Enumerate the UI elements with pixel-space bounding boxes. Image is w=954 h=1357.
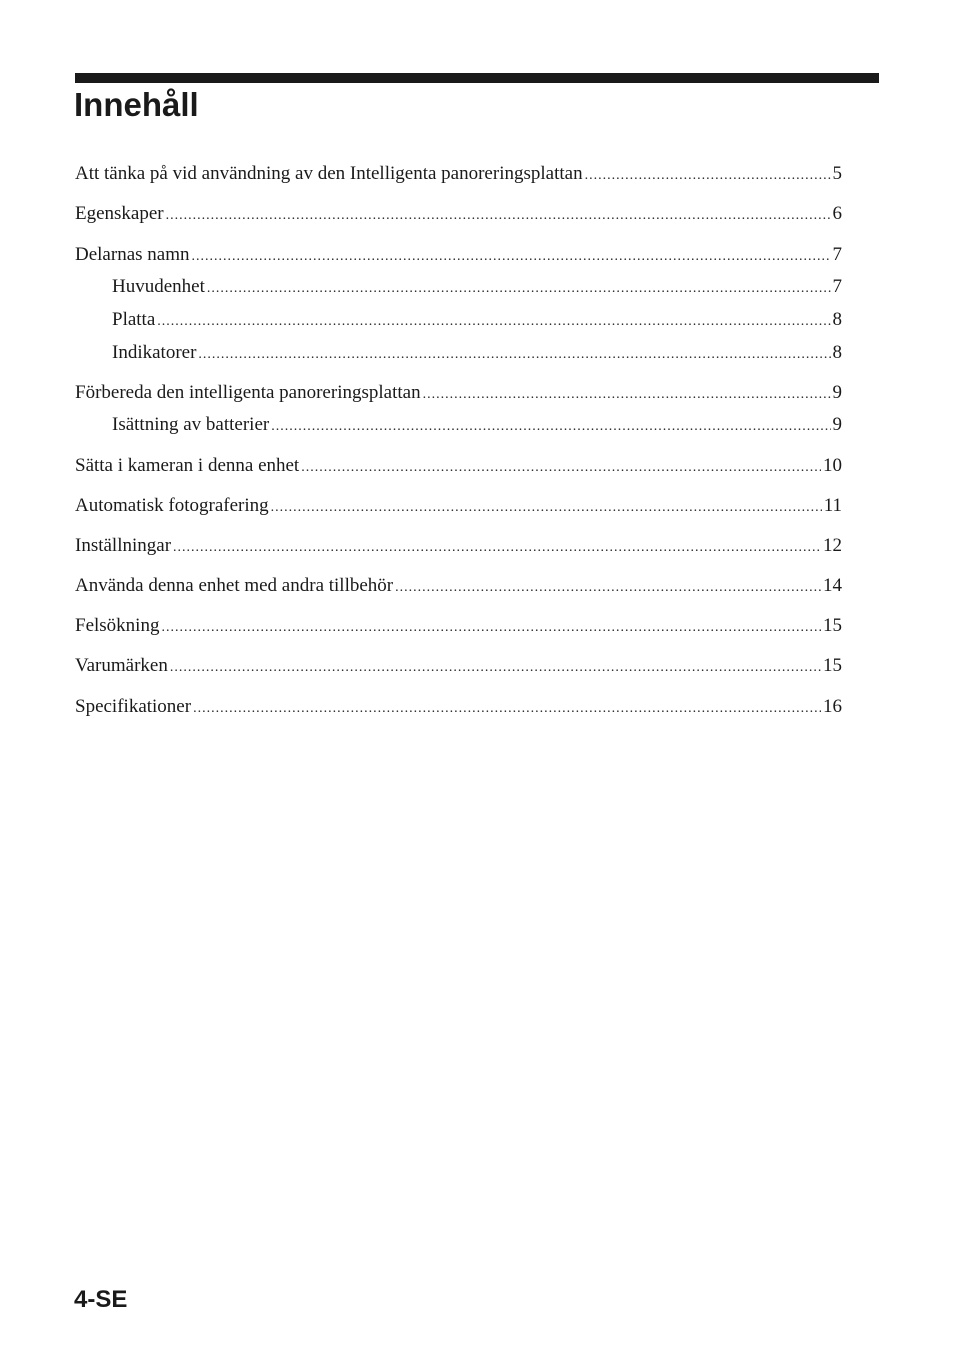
toc-entry-page: 15 <box>823 615 842 636</box>
toc-entry-label: Varumärken <box>75 655 168 676</box>
toc-entry-page: 15 <box>823 655 842 676</box>
toc-dot-leader <box>271 496 822 520</box>
toc-entry-precautions[interactable] <box>75 162 842 186</box>
toc-entry-page: 5 <box>832 163 842 184</box>
toc-entry-batteries[interactable] <box>112 413 842 437</box>
toc-entry-page: 6 <box>832 203 842 224</box>
toc-entry-mounting-camera[interactable] <box>75 454 842 478</box>
toc-dot-leader <box>198 343 830 367</box>
toc-dot-leader <box>161 616 821 640</box>
toc-entry-page: 14 <box>823 575 842 596</box>
toc-dot-leader <box>173 536 821 560</box>
toc-entry-page: 16 <box>823 696 842 717</box>
toc-entry-page: 10 <box>823 455 842 476</box>
toc-entry-label: Inställningar <box>75 535 172 556</box>
toc-entry-label: Felsökning <box>75 615 160 636</box>
toc-dot-leader <box>207 277 831 301</box>
toc-entry-specifications[interactable] <box>75 695 842 719</box>
toc-entry-settings[interactable] <box>75 534 842 558</box>
toc-entry-label: Indikatorer <box>112 342 197 363</box>
toc-entry-label: Egenskaper <box>75 203 164 224</box>
toc-entry-page: 9 <box>832 414 842 435</box>
toc-entry-page: 7 <box>832 276 842 297</box>
page-title: Innehåll <box>74 86 199 123</box>
page-number: 4-SE <box>74 1286 128 1313</box>
toc-entry-page: 12 <box>823 535 842 556</box>
toc-entry-label: Delarnas namn <box>75 244 190 265</box>
toc-entry-page: 11 <box>823 495 842 516</box>
toc-entry-features[interactable] <box>75 202 842 226</box>
toc-entry-troubleshooting[interactable] <box>75 614 842 638</box>
toc-entry-label: Förbereda den intelligenta panoreringsplattan <box>75 382 421 403</box>
toc-entry-label: Isättning av batterier <box>112 414 270 435</box>
toc-entry-plate[interactable] <box>112 308 842 332</box>
toc-dot-leader <box>166 204 831 228</box>
toc-entry-page: 7 <box>832 244 842 265</box>
toc-entry-preparing[interactable] <box>75 381 842 405</box>
toc-entry-other-accessories[interactable] <box>75 574 842 598</box>
toc-entry-label: Automatisk fotografering <box>75 495 269 516</box>
toc-dot-leader <box>157 310 830 334</box>
toc-entry-indicators[interactable] <box>112 341 842 365</box>
toc-entry-label: Att tänka på vid användning av den Intelligenta panoreringsplattan <box>75 163 583 184</box>
toc-dot-leader <box>191 245 830 269</box>
toc-entry-label: Huvudenhet <box>112 276 205 297</box>
toc-dot-leader <box>193 697 821 721</box>
toc-dot-leader <box>585 164 831 188</box>
toc-entry-label: Sätta i kameran i denna enhet <box>75 455 300 476</box>
toc-dot-leader <box>423 383 831 407</box>
toc-entry-auto-shooting[interactable] <box>75 494 842 518</box>
toc-dot-leader <box>170 656 821 680</box>
toc-entry-label: Platta <box>112 309 156 330</box>
toc-entry-page: 8 <box>832 342 842 363</box>
toc-entry-label: Använda denna enhet med andra tillbehör <box>75 575 394 596</box>
toc-entry-page: 8 <box>832 309 842 330</box>
toc-entry-trademarks[interactable] <box>75 654 842 678</box>
toc-dot-leader <box>301 456 821 480</box>
title-rule <box>75 73 879 83</box>
toc-entry-page: 9 <box>832 382 842 403</box>
toc-entry-label: Specifikationer <box>75 696 192 717</box>
toc-entry-parts[interactable] <box>75 243 842 267</box>
toc-entry-main-unit[interactable] <box>112 275 842 299</box>
toc-dot-leader <box>271 415 830 439</box>
toc-dot-leader <box>395 576 821 600</box>
